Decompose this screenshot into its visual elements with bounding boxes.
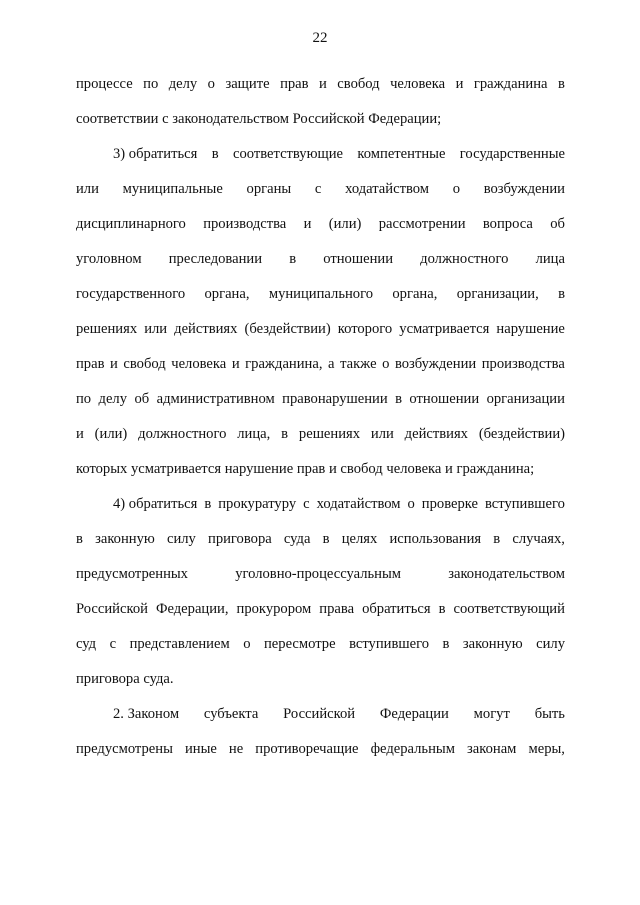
word: (или) [328, 216, 362, 232]
word: соответствующие [232, 146, 344, 162]
word: которого [337, 321, 393, 337]
word: случаях, [512, 531, 565, 547]
word: с [109, 636, 117, 652]
word: в [211, 146, 219, 162]
word: по [76, 391, 92, 407]
text-line [76, 598, 565, 620]
word: ходатайством [345, 181, 429, 197]
word: рассмотрении [378, 216, 466, 232]
word: компетентные [357, 146, 446, 162]
word: в [493, 531, 501, 547]
text-line [76, 318, 565, 340]
word: ходатайством [316, 496, 401, 512]
word: иные [184, 741, 217, 757]
word: а [328, 356, 335, 372]
word: использования [389, 531, 482, 547]
word: решениях [76, 321, 138, 337]
word: приговора [208, 531, 272, 547]
word: прав [76, 356, 105, 372]
word: действиях [174, 321, 238, 337]
word: Российской [76, 601, 148, 617]
word: (или) [94, 426, 128, 442]
text-line [113, 143, 565, 165]
word: о [382, 356, 390, 372]
text-line: соответствии с законодательством Российской Федерации; [76, 111, 442, 127]
word: (бездействии) [478, 426, 565, 442]
word: производства [203, 216, 287, 232]
word: органа, [204, 286, 250, 302]
word: организации [486, 391, 565, 407]
word: в [438, 601, 446, 617]
word: возбуждении [394, 356, 477, 372]
word: действиях [404, 426, 468, 442]
word: Федерации [379, 706, 449, 722]
word: человека [171, 356, 227, 372]
word: решениях [298, 426, 361, 442]
word: или [144, 321, 168, 337]
word: и [76, 426, 84, 442]
word: федеральным [370, 741, 455, 757]
word: по [143, 76, 159, 92]
word: суд [76, 636, 97, 652]
word: в [442, 636, 450, 652]
word: также [340, 356, 377, 372]
word: с [314, 181, 322, 197]
word: дисциплинарного [76, 216, 186, 232]
text-line [76, 73, 565, 95]
word: законодательством [448, 566, 565, 582]
word: в [289, 251, 297, 267]
word: противоречащие [255, 741, 359, 757]
word: проверке [421, 496, 478, 512]
word: законную [95, 531, 155, 547]
word: об [134, 391, 150, 407]
word: пересмотре [264, 636, 336, 652]
word: предусмотрены [76, 741, 173, 757]
word: свобод [123, 356, 166, 372]
word: человека [390, 76, 446, 92]
word: обратиться [362, 601, 431, 617]
word: муниципальные [122, 181, 223, 197]
word: в [558, 286, 565, 302]
word: гражданина [473, 76, 548, 92]
word: делу [168, 76, 198, 92]
word: суда [283, 531, 311, 547]
word: целях [341, 531, 378, 547]
word: правонарушении [282, 391, 388, 407]
word: муниципального [268, 286, 373, 302]
word: нарушение [496, 321, 565, 337]
word: вопроса [482, 216, 533, 232]
word: о [243, 636, 251, 652]
word: гражданина, [245, 356, 323, 372]
word: должностного [138, 426, 227, 442]
word: о [407, 496, 415, 512]
word: субъекта [203, 706, 259, 722]
word: быть [534, 706, 565, 722]
word: вступившего [484, 496, 565, 512]
word: о [207, 76, 215, 92]
text-line [76, 213, 565, 235]
word: 2. Законом [113, 706, 180, 722]
word: вступившего [349, 636, 429, 652]
word: с [303, 496, 310, 512]
word: могут [473, 706, 510, 722]
word: силу [536, 636, 565, 652]
word: уголовном [76, 251, 142, 267]
word: или [76, 181, 99, 197]
word: уголовно-процессуальным [235, 566, 401, 582]
word: возбуждении [483, 181, 565, 197]
text-line [76, 388, 565, 410]
text-line: которых усматривается нарушение прав и свобод человека и гражданина; [76, 461, 535, 477]
word: государственного [76, 286, 186, 302]
word: органы [246, 181, 292, 197]
word: защите [225, 76, 270, 92]
word: государственные [459, 146, 565, 162]
text-line [76, 178, 565, 200]
text-line [76, 353, 565, 375]
word: в [281, 426, 289, 442]
text-line [113, 703, 565, 725]
word: в [322, 531, 330, 547]
word: усматривается [399, 321, 490, 337]
word: не [228, 741, 244, 757]
text-line [113, 493, 565, 515]
text-line [76, 283, 565, 305]
word: предусмотренных [76, 566, 188, 582]
word: и [303, 216, 312, 232]
word: делу [98, 391, 128, 407]
word: производства [481, 356, 565, 372]
text-line [76, 423, 565, 445]
word: 4) обратиться [113, 496, 198, 512]
word: о [452, 181, 460, 197]
word: преследовании [168, 251, 263, 267]
word: Российской [283, 706, 356, 722]
word: и [110, 356, 118, 372]
word: органа, [392, 286, 438, 302]
text-line [76, 563, 565, 585]
word: представлением [129, 636, 230, 652]
word: отношении [409, 391, 480, 407]
word: соответствующий [453, 601, 565, 617]
word: отношении [323, 251, 393, 267]
text-line: приговора суда. [76, 671, 174, 687]
word: прокуратуру [218, 496, 297, 512]
word: законную [462, 636, 523, 652]
word: административном [156, 391, 275, 407]
word: 3) обратиться [113, 146, 198, 162]
text-line [76, 633, 565, 655]
word: в [395, 391, 402, 407]
word: лица, [237, 426, 271, 442]
word: процессе [76, 76, 133, 92]
word: законам [467, 741, 517, 757]
word: прав [280, 76, 309, 92]
word: меры, [528, 741, 565, 757]
word: (бездействии) [244, 321, 331, 337]
word: в [204, 496, 212, 512]
word: и [231, 356, 240, 372]
text-line [76, 248, 565, 270]
word: силу [166, 531, 196, 547]
word: Федерации, [155, 601, 229, 617]
word: в [557, 76, 565, 92]
word: об [550, 216, 565, 232]
word: и [319, 76, 327, 92]
word: должностного [420, 251, 509, 267]
word: лица [535, 251, 565, 267]
word: прокурором [236, 601, 312, 617]
word: организации, [456, 286, 539, 302]
word: права [319, 601, 355, 617]
word: в [76, 531, 83, 547]
text-line [76, 738, 565, 760]
word: и [455, 76, 464, 92]
word: или [370, 426, 394, 442]
text-line [76, 528, 565, 550]
page-number: 22 [312, 30, 328, 46]
word: свобод [337, 76, 380, 92]
